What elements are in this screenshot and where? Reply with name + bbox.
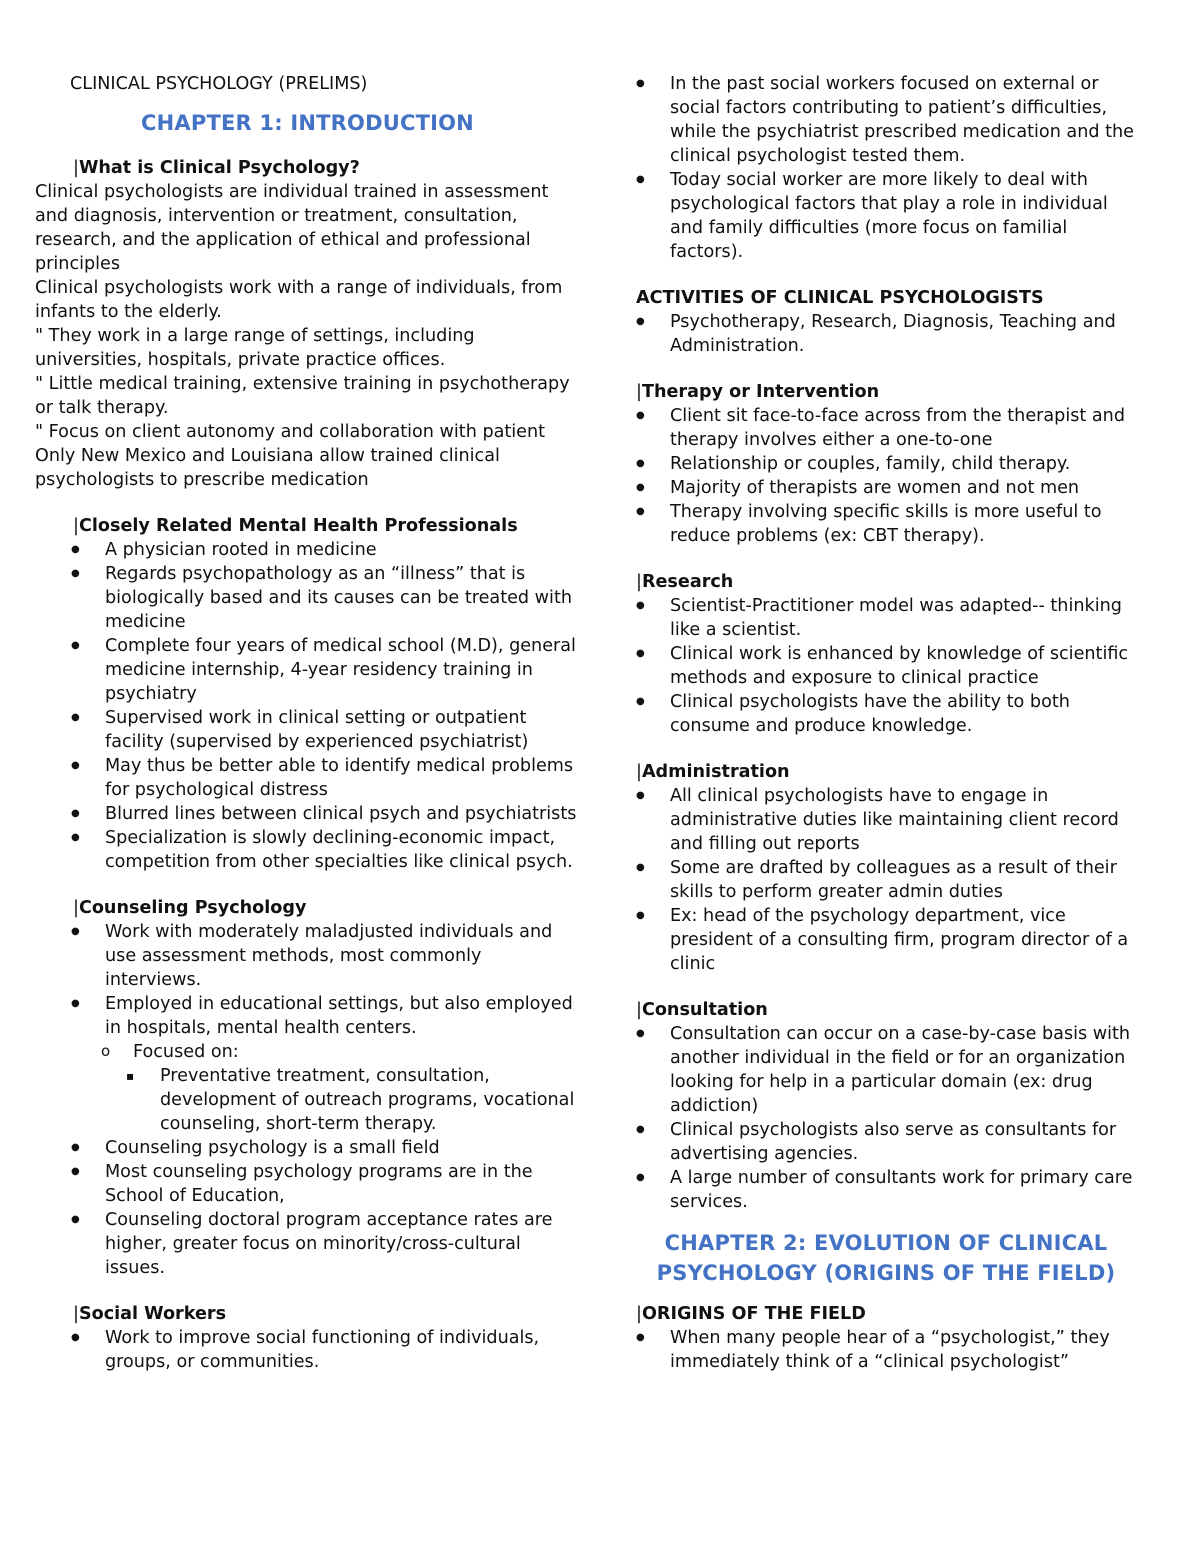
bullet-list: [636, 404, 1136, 548]
section-title: Research: [641, 572, 734, 592]
section-heading-what-is: [35, 156, 580, 180]
bullet-list: [636, 1326, 1136, 1374]
section-title: Consultation: [641, 1000, 768, 1020]
list-item: ● Most counseling psychology programs are in the School of Education,: [35, 1160, 580, 1208]
bullet-list: [636, 72, 1136, 264]
list-item: ● Employed in educational settings, but also employed in hospitals, mental health centers.: [35, 992, 580, 1040]
list-item: ● Work with moderately maladjusted individuals and use assessment methods, most commonly interviews.: [35, 920, 580, 992]
list-item: ● When many people hear of a “psychologist,” they immediately think of a “clinical psychologist”: [636, 1326, 1136, 1374]
bullet-list: [35, 1136, 580, 1280]
list-item: ● Complete four years of medical school (M.D), general medicine internship, 4-year residency training in psychiatry: [35, 634, 580, 706]
sub-list-item: o Focused on:: [35, 1040, 580, 1064]
section-title: Social Workers: [78, 1304, 227, 1324]
bullet-list: [35, 1326, 580, 1374]
list-item: ● Relationship or couples, family, child therapy.: [636, 452, 1136, 476]
paragraph: Only New Mexico and Louisiana allow trained clinical psychologists to prescribe medication: [35, 446, 500, 490]
chapter-1-heading: CHAPTER 1: INTRODUCTION: [141, 111, 474, 135]
section-title: What is Clinical Psychology?: [78, 158, 360, 178]
section-marker: |: [73, 158, 79, 178]
paragraph: " Focus on client autonomy and collaboration with patient: [35, 422, 546, 442]
list-item: ● Clinical work is enhanced by knowledge of scientific methods and exposure to clinical practice: [636, 642, 1136, 690]
section-marker: |: [73, 516, 79, 536]
section-marker: |: [636, 762, 642, 782]
list-item: ● Specialization is slowly declining-economic impact, competition from other specialties like clinical psych.: [35, 826, 580, 874]
list-item: ● Ex: head of the psychology department, vice president of a consulting firm, program director of a clinic: [636, 904, 1136, 976]
section-title: ORIGINS OF THE FIELD: [641, 1304, 866, 1324]
bullet-list: [636, 310, 1136, 358]
paragraph: " Little medical training, extensive training in psychotherapy or talk therapy.: [35, 374, 570, 418]
list-item: ● Regards psychopathology as an “illness” that is biologically based and its causes can be treated with medicine: [35, 562, 580, 634]
list-item: ● Counseling psychology is a small field: [35, 1136, 580, 1160]
list-item: ● Clinical psychologists also serve as consultants for advertising agencies.: [636, 1118, 1136, 1166]
bullet-list: [35, 538, 580, 874]
list-item: ● Psychotherapy, Research, Diagnosis, Teaching and Administration.: [636, 310, 1136, 358]
list-item: ● Supervised work in clinical setting or outpatient facility (supervised by experienced psychiatrist): [35, 706, 580, 754]
section-heading-social-workers: [35, 1302, 580, 1326]
paragraph: Clinical psychologists are individual trained in assessment and diagnosis, intervention or treatment, consultation, research, and the application of ethical and professional principles: [35, 182, 549, 274]
section-heading-administration: [636, 760, 1136, 784]
bullet-list: [636, 594, 1136, 738]
list-item: ● A physician rooted in medicine: [35, 538, 580, 562]
section-heading-counseling: [35, 896, 580, 920]
section-title: Closely Related Mental Health Professionals: [78, 516, 518, 536]
sub-bullet-list: [35, 1040, 580, 1064]
list-item: ● Client sit face-to-face across from the therapist and therapy involves either a one-to-one: [636, 404, 1136, 452]
section-heading-consultation: [636, 998, 1136, 1022]
section-marker: |: [73, 1304, 79, 1324]
paragraph: " They work in a large range of settings, including universities, hospitals, private practice offices.: [35, 326, 475, 370]
section-heading-origins: [636, 1302, 1136, 1326]
section-title: Therapy or Intervention: [641, 382, 880, 402]
section-marker: |: [636, 1304, 642, 1324]
section-title: Counseling Psychology: [78, 898, 307, 918]
section-marker: |: [636, 382, 642, 402]
chapter-2-heading: CHAPTER 2: EVOLUTION OF CLINICAL PSYCHOLOGY (ORIGINS OF THE FIELD): [656, 1231, 1116, 1285]
section-title: Administration: [641, 762, 790, 782]
list-item: ● Counseling doctoral program acceptance rates are higher, greater focus on minority/cross-cultural issues.: [35, 1208, 580, 1280]
paragraph: Clinical psychologists work with a range of individuals, from infants to the elderly.: [35, 278, 563, 322]
section-marker: |: [73, 898, 79, 918]
sub-sub-list-item: ▪ Preventative treatment, consultation, development of outreach programs, vocational counseling, short-term therapy.: [35, 1064, 580, 1136]
bullet-list: [636, 1022, 1136, 1214]
list-item: ● Clinical psychologists have the ability to both consume and produce knowledge.: [636, 690, 1136, 738]
list-item: ● In the past social workers focused on external or social factors contributing to patient’s difficulties, while the psychiatrist prescribed medication and the clinical psychologist tested them.: [636, 72, 1136, 168]
section-heading-research: [636, 570, 1136, 594]
list-item: ● A large number of consultants work for primary care services.: [636, 1166, 1136, 1214]
list-item: ● Therapy involving specific skills is more useful to reduce problems (ex: CBT therapy).: [636, 500, 1136, 548]
section-heading-activities: ACTIVITIES OF CLINICAL PSYCHOLOGISTS: [636, 288, 1044, 308]
list-item: ● Majority of therapists are women and not men: [636, 476, 1136, 500]
section-marker: |: [636, 1000, 642, 1020]
list-item: ● Some are drafted by colleagues as a result of their skills to perform greater admin duties: [636, 856, 1136, 904]
sub-sub-bullet-list: [35, 1064, 580, 1136]
right-column: [636, 72, 1136, 1374]
list-item: ● Work to improve social functioning of individuals, groups, or communities.: [35, 1326, 580, 1374]
left-column: [35, 72, 580, 1374]
section-heading-therapy: [636, 380, 1136, 404]
list-item: ● Today social worker are more likely to deal with psychological factors that play a role in individual and family difficulties (more focus on familial factors).: [636, 168, 1136, 264]
section-marker: |: [636, 572, 642, 592]
document-title: CLINICAL PSYCHOLOGY (PRELIMS): [70, 74, 368, 94]
bullet-list: [636, 784, 1136, 976]
list-item: ● Consultation can occur on a case-by-case basis with another individual in the field or for an organization looking for help in a particular domain (ex: drug addiction): [636, 1022, 1136, 1118]
section-heading-related: [35, 514, 580, 538]
list-item: ● Scientist-Practitioner model was adapted-- thinking like a scientist.: [636, 594, 1136, 642]
list-item: ● May thus be better able to identify medical problems for psychological distress: [35, 754, 580, 802]
bullet-list: [35, 920, 580, 1040]
list-item: ● Blurred lines between clinical psych and psychiatrists: [35, 802, 580, 826]
list-item: ● All clinical psychologists have to engage in administrative duties like maintaining client record and filling out reports: [636, 784, 1136, 856]
